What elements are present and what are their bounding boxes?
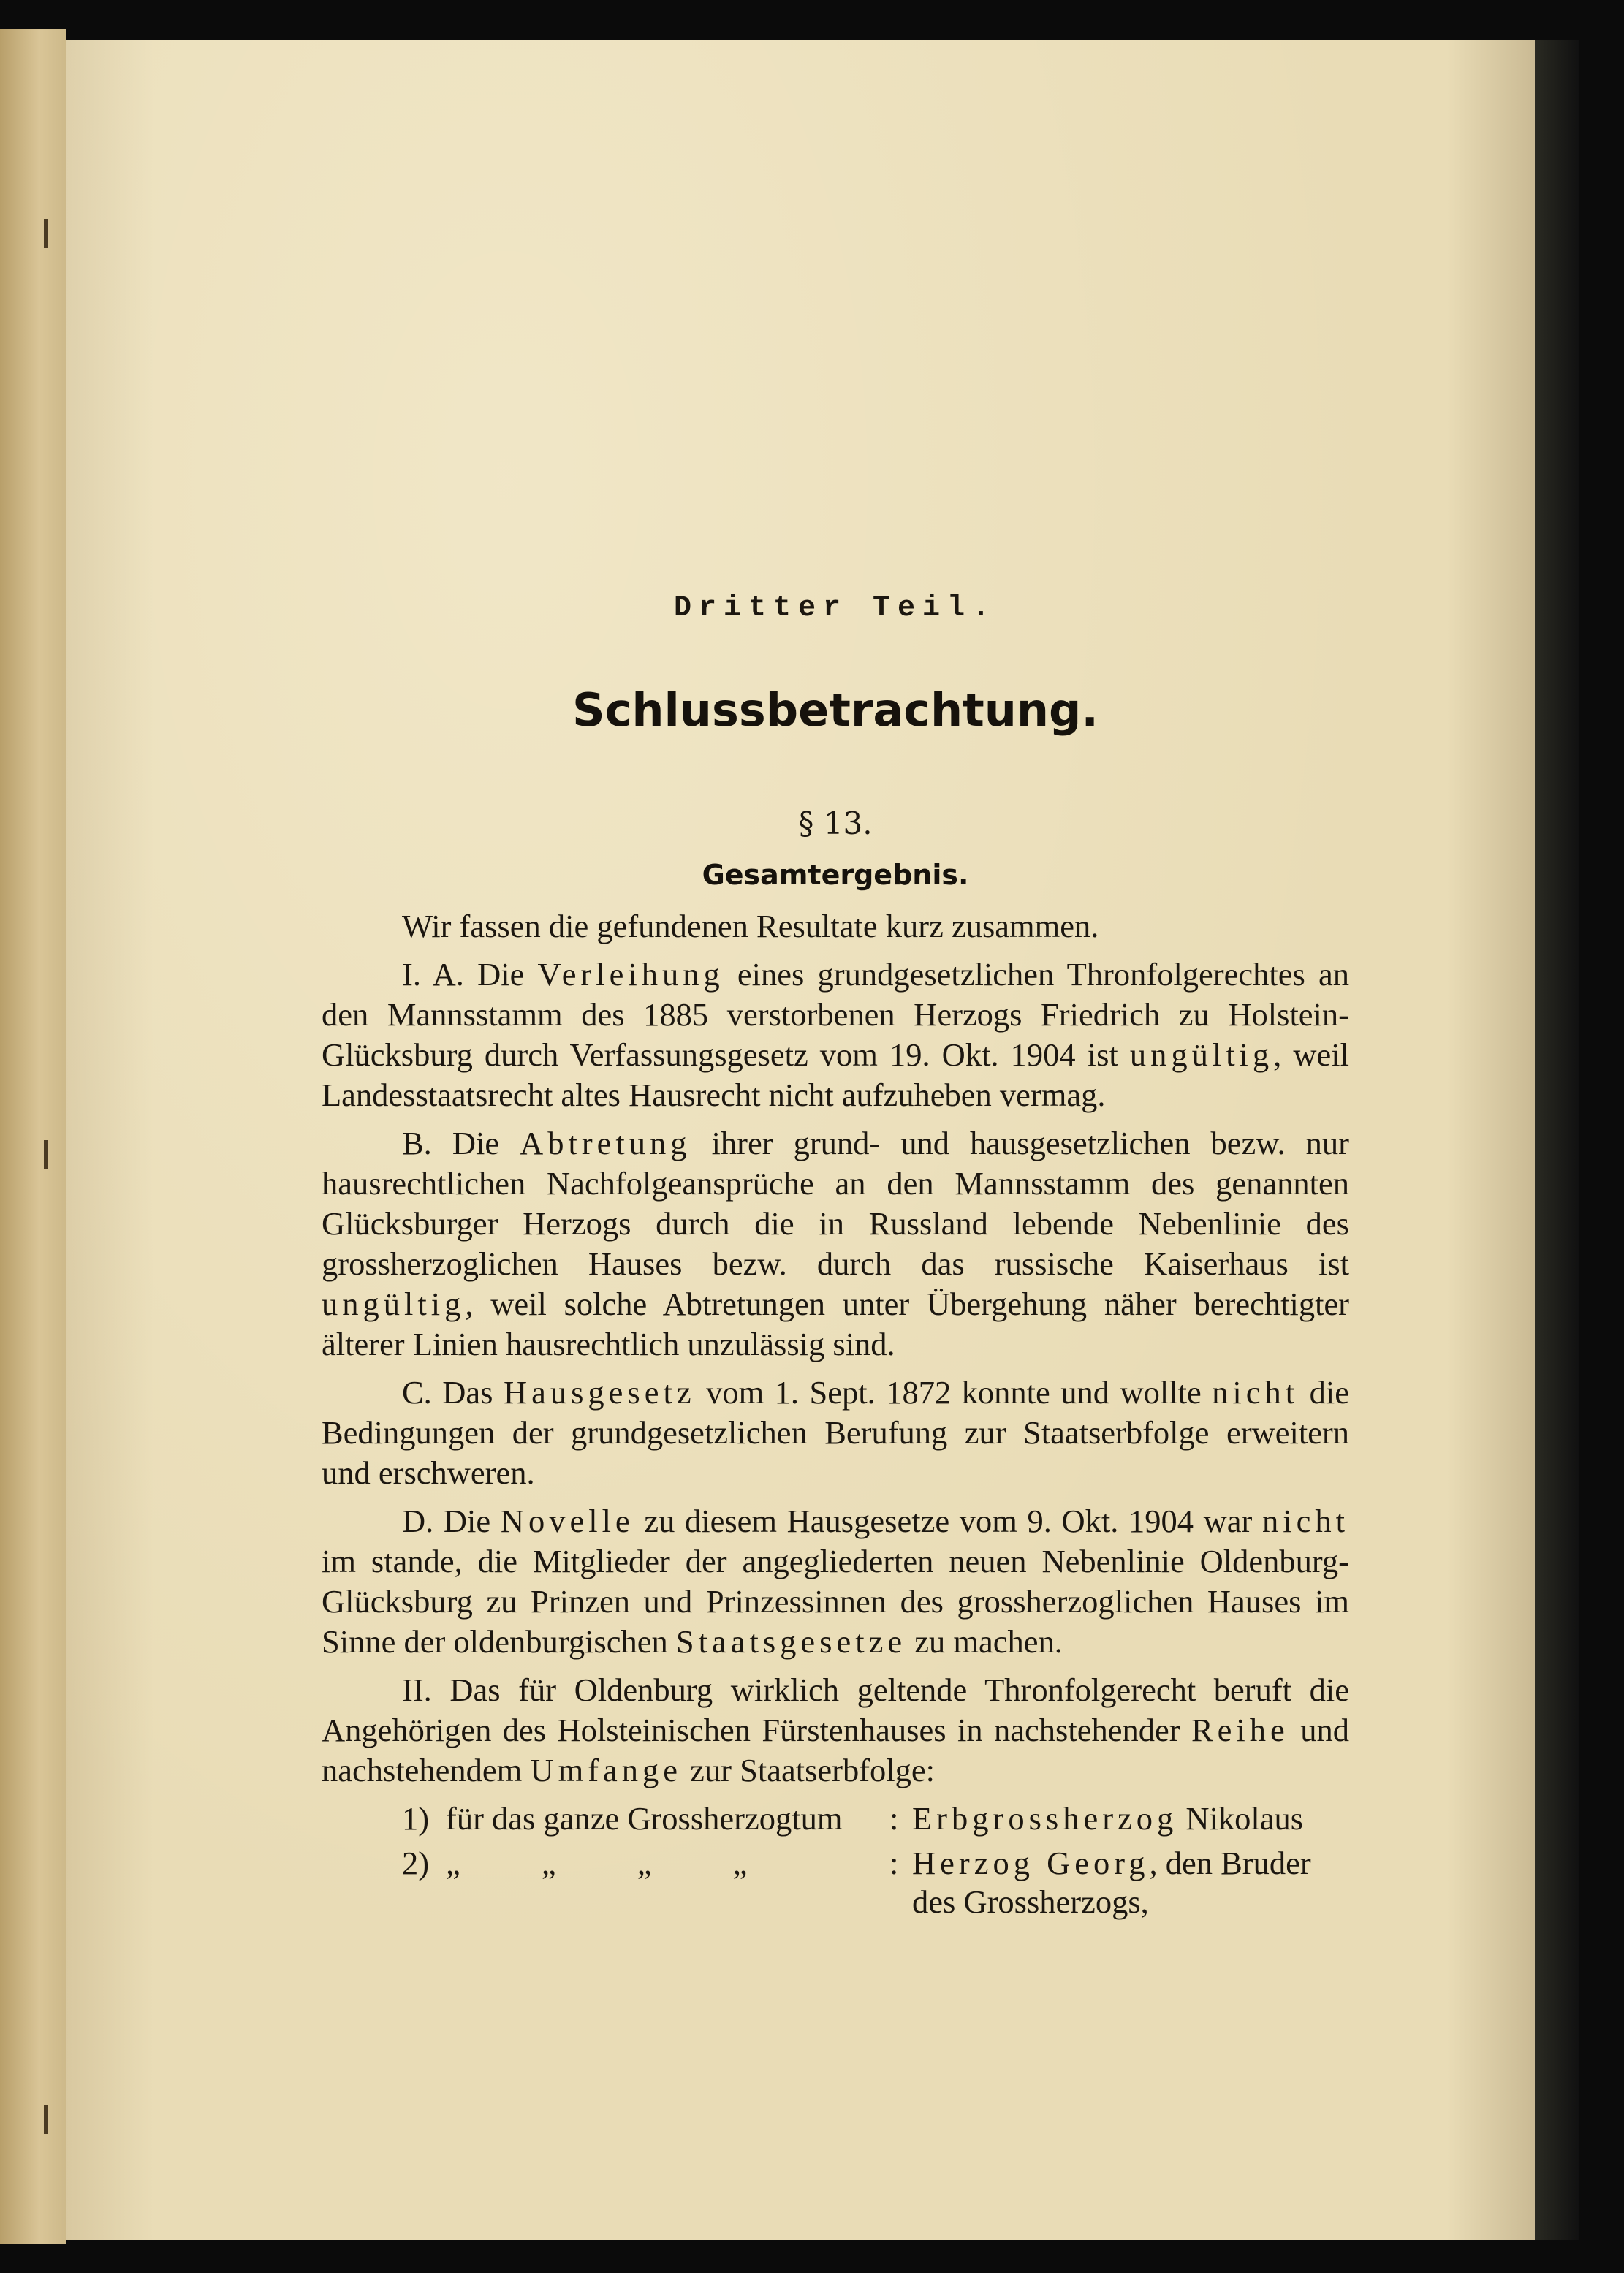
text-run: Nikolaus	[1177, 1800, 1304, 1837]
spaced-emphasis: ungültig	[1129, 1036, 1274, 1073]
part-title: Dritter Teil.	[673, 592, 998, 625]
spaced-emphasis: Herzog Georg	[912, 1845, 1150, 1881]
text-run: C. Das	[402, 1374, 504, 1411]
paragraph-ii	[322, 1670, 1349, 1791]
text-run: B. Die	[402, 1125, 520, 1161]
binding-stitch	[44, 219, 48, 248]
text-run: des Grossherzogs,	[912, 1883, 1149, 1920]
book-spine-edge	[1535, 40, 1579, 2240]
text-run: , weil Landesstaatsrecht altes Hausrecht nicht aufzuheben vermag.	[322, 1036, 1349, 1113]
text-run: , den Bruder	[1149, 1845, 1311, 1881]
list-colon: :	[889, 1800, 899, 1837]
list-number: 2)	[402, 1845, 430, 1881]
list-item-continuation	[322, 1882, 1349, 1922]
spaced-emphasis: ungültig	[322, 1286, 466, 1322]
paragraph-intro: Wir fassen die gefundenen Resultate kurz zusammen.	[402, 908, 1099, 944]
list-heir	[912, 1843, 1311, 1883]
section-title: Gesamtergebnis.	[702, 859, 969, 891]
book-page	[66, 40, 1535, 2240]
list-scope: für das ganze Grossherzogtum	[446, 1800, 843, 1837]
text-run: eines grundgesetzlichen Thronfolgerechtes an den Mannsstamm des 1885 verstorbenen Herzogs Friedrich zu Holstein-Glücksburg durch Verfassungsgesetz vom 19. Okt. 1904 ist	[322, 956, 1349, 1073]
paragraph-b	[322, 1123, 1349, 1365]
paragraph-i-a	[322, 955, 1349, 1115]
spaced-emphasis: nicht	[1212, 1374, 1299, 1411]
text-run: II. Das für Oldenburg wirklich geltende Thronfolgerecht beruft die Angehörigen des Holsteinischen Fürstenhauses in nachstehender	[322, 1671, 1349, 1748]
spaced-emphasis: nicht	[1262, 1503, 1349, 1539]
list-item	[322, 1843, 1349, 1888]
spaced-emphasis: Verleihung	[537, 956, 724, 993]
spaced-emphasis: Novelle	[500, 1503, 634, 1539]
text-run: ihrer grund- und hausgesetzlichen bezw. nur hausrechtlichen Nachfolgeansprüche an den Mannsstamm des genannten Glücksburger Herzogs durch die in Russland lebende Nebenlinie des grossherzoglichen Hauses bezw. durch das russische Kaiserhaus ist	[322, 1125, 1349, 1282]
text-run: zu machen.	[906, 1623, 1063, 1660]
spaced-emphasis: Staatsgesetze	[675, 1623, 907, 1660]
binding-stitch	[44, 2105, 48, 2134]
text-run: , weil solche Abtretungen unter Übergehung näher berechtigter älterer Linien hausrechtlich unzulässig sind.	[322, 1286, 1349, 1362]
spaced-emphasis: Umfange	[530, 1752, 683, 1788]
text-run: vom 1. Sept. 1872 konnte und wollte	[695, 1374, 1213, 1411]
spaced-emphasis: Reihe	[1191, 1712, 1289, 1748]
text-run: die Bedingungen der grundgesetzlichen Berufung zur Staatserbfolge erweitern und erschweren.	[322, 1374, 1349, 1491]
text-run: I. A. Die	[402, 956, 538, 993]
list-colon: :	[889, 1845, 899, 1881]
text-run: und nachstehendem	[322, 1712, 1349, 1788]
text-block	[322, 40, 1349, 2240]
list-scope-ditto: „ „ „ „	[446, 1845, 784, 1881]
spaced-emphasis: Hausgesetz	[503, 1374, 696, 1411]
previous-page-edge	[0, 29, 66, 2244]
body-text	[322, 906, 1349, 1922]
binding-stitch	[44, 1140, 48, 1169]
spaced-emphasis: Abtretung	[520, 1125, 691, 1161]
list-heir	[912, 1799, 1303, 1839]
text-run: zu diesem Hausgesetze vom 9. Okt. 1904 war	[634, 1503, 1263, 1539]
list-number: 1)	[402, 1800, 430, 1837]
section-number: § 13.	[798, 805, 873, 841]
text-run: D. Die	[402, 1503, 501, 1539]
list-item	[322, 1799, 1349, 1843]
paragraph-d	[322, 1501, 1349, 1662]
spaced-emphasis: Erbgrossherzog	[912, 1800, 1178, 1837]
text-run: zur Staatserbfolge:	[682, 1752, 935, 1788]
paragraph-c	[322, 1373, 1349, 1493]
text-run: im stande, die Mitglieder der angegliederten neuen Nebenlinie Oldenburg-Glücksburg zu Prinzen und Prinzessinnen des grossherzoglichen Hauses im Sinne der oldenburgischen	[322, 1543, 1349, 1660]
chapter-title: Schlussbetrachtung.	[572, 683, 1099, 737]
